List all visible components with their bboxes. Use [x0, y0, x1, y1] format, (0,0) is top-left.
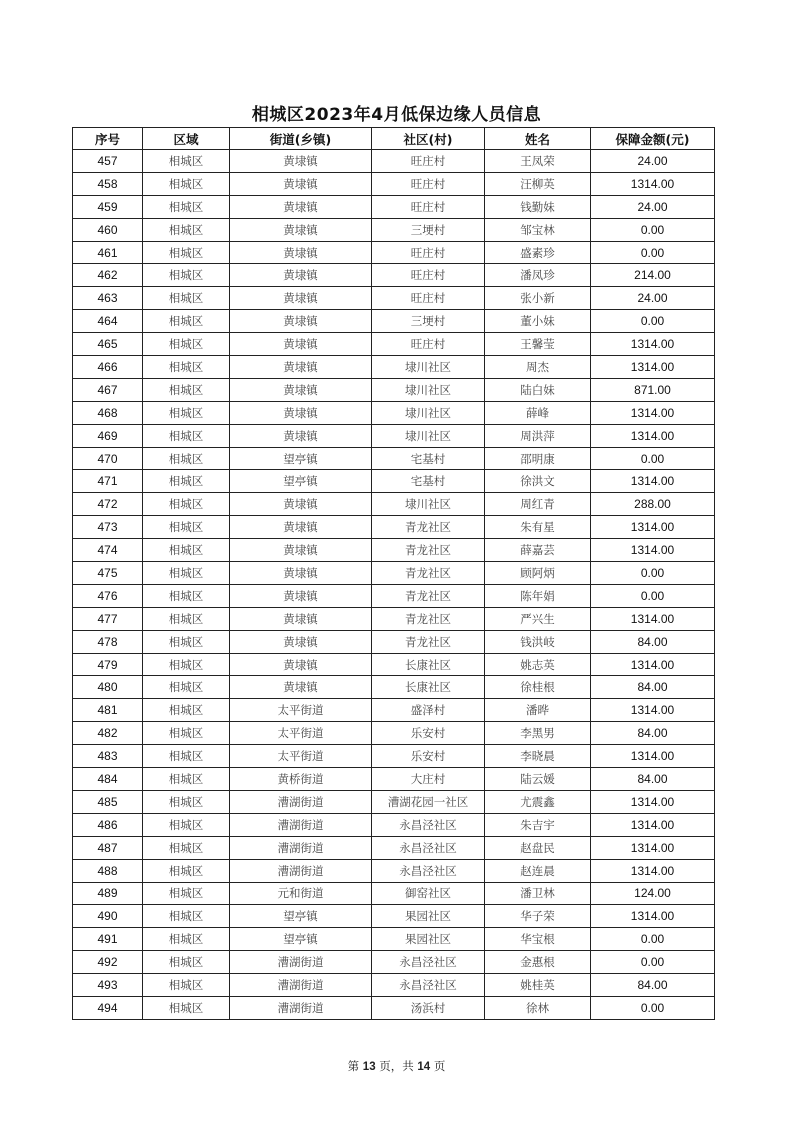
cell-community-village: 青龙社区 — [372, 539, 485, 562]
cell-amount: 24.00 — [591, 287, 715, 310]
footer-suffix: 页 — [433, 1059, 446, 1073]
cell-street-town: 黄埭镇 — [230, 424, 372, 447]
cell-community-village: 青龙社区 — [372, 584, 485, 607]
cell-street-town: 太平街道 — [230, 722, 372, 745]
cell-name: 李晓晨 — [485, 745, 591, 768]
cell-index: 464 — [73, 310, 143, 333]
cell-name: 潘卫林 — [485, 882, 591, 905]
cell-district: 相城区 — [143, 768, 230, 791]
cell-community-village: 旺庄村 — [372, 287, 485, 310]
cell-index: 461 — [73, 241, 143, 264]
column-header-district: 区域 — [143, 128, 230, 150]
cell-street-town: 望亭镇 — [230, 905, 372, 928]
cell-amount: 1314.00 — [591, 516, 715, 539]
cell-index: 474 — [73, 539, 143, 562]
cell-name: 华宝根 — [485, 928, 591, 951]
cell-name: 潘凤珍 — [485, 264, 591, 287]
column-header-name: 姓名 — [485, 128, 591, 150]
cell-index: 458 — [73, 172, 143, 195]
cell-community-village: 青龙社区 — [372, 516, 485, 539]
cell-community-village: 旺庄村 — [372, 150, 485, 173]
cell-name: 周杰 — [485, 356, 591, 379]
cell-street-town: 望亭镇 — [230, 470, 372, 493]
cell-street-town: 望亭镇 — [230, 928, 372, 951]
cell-street-town: 黄埭镇 — [230, 218, 372, 241]
cell-amount: 1314.00 — [591, 745, 715, 768]
cell-street-town: 望亭镇 — [230, 447, 372, 470]
cell-district: 相城区 — [143, 401, 230, 424]
table-row — [73, 241, 715, 264]
cell-name: 王凤荣 — [485, 150, 591, 173]
cell-amount: 0.00 — [591, 928, 715, 951]
cell-index: 484 — [73, 768, 143, 791]
cell-index: 473 — [73, 516, 143, 539]
cell-name: 王馨莹 — [485, 333, 591, 356]
footer-prefix: 第 — [347, 1059, 360, 1073]
cell-street-town: 黄埭镇 — [230, 493, 372, 516]
cell-street-town: 黄埭镇 — [230, 401, 372, 424]
cell-street-town: 黄埭镇 — [230, 607, 372, 630]
cell-amount: 1314.00 — [591, 859, 715, 882]
cell-index: 466 — [73, 356, 143, 379]
cell-district: 相城区 — [143, 150, 230, 173]
cell-community-village: 旺庄村 — [372, 241, 485, 264]
table-row — [73, 836, 715, 859]
cell-district: 相城区 — [143, 241, 230, 264]
table-row — [73, 722, 715, 745]
cell-name: 赵连晨 — [485, 859, 591, 882]
cell-amount: 0.00 — [591, 447, 715, 470]
table-row — [73, 768, 715, 791]
cell-index: 460 — [73, 218, 143, 241]
cell-street-town: 漕湖街道 — [230, 951, 372, 974]
cell-district: 相城区 — [143, 539, 230, 562]
current-page-number: 13 — [362, 1061, 376, 1073]
cell-community-village: 御窑社区 — [372, 882, 485, 905]
cell-district: 相城区 — [143, 424, 230, 447]
cell-name: 徐洪文 — [485, 470, 591, 493]
cell-index: 477 — [73, 607, 143, 630]
cell-district: 相城区 — [143, 356, 230, 379]
cell-district: 相城区 — [143, 562, 230, 585]
cell-street-town: 黄埭镇 — [230, 630, 372, 653]
cell-street-town: 黄埭镇 — [230, 653, 372, 676]
cell-amount: 1314.00 — [591, 470, 715, 493]
cell-name: 尤震鑫 — [485, 790, 591, 813]
page-footer — [0, 1058, 793, 1074]
cell-street-town: 黄埭镇 — [230, 150, 372, 173]
cell-amount: 1314.00 — [591, 401, 715, 424]
cell-street-town: 黄埭镇 — [230, 584, 372, 607]
cell-district: 相城区 — [143, 516, 230, 539]
cell-community-village: 三埂村 — [372, 310, 485, 333]
cell-district: 相城区 — [143, 333, 230, 356]
cell-amount: 24.00 — [591, 195, 715, 218]
cell-community-village: 大庄村 — [372, 768, 485, 791]
cell-name: 赵盘民 — [485, 836, 591, 859]
cell-street-town: 黄埭镇 — [230, 172, 372, 195]
cell-district: 相城区 — [143, 287, 230, 310]
cell-street-town: 漕湖街道 — [230, 974, 372, 997]
cell-district: 相城区 — [143, 310, 230, 333]
cell-name: 盛素珍 — [485, 241, 591, 264]
cell-index: 481 — [73, 699, 143, 722]
cell-name: 周洪萍 — [485, 424, 591, 447]
table-row — [73, 356, 715, 379]
table-row — [73, 974, 715, 997]
cell-name: 陈年娟 — [485, 584, 591, 607]
cell-amount: 0.00 — [591, 996, 715, 1019]
cell-community-village: 宅基村 — [372, 447, 485, 470]
cell-name: 华子荣 — [485, 905, 591, 928]
cell-index: 459 — [73, 195, 143, 218]
table-row — [73, 790, 715, 813]
cell-community-village: 果园社区 — [372, 905, 485, 928]
cell-district: 相城区 — [143, 745, 230, 768]
cell-community-village: 永昌泾社区 — [372, 836, 485, 859]
cell-district: 相城区 — [143, 699, 230, 722]
cell-name: 张小新 — [485, 287, 591, 310]
cell-index: 472 — [73, 493, 143, 516]
cell-name: 邵明康 — [485, 447, 591, 470]
cell-name: 金惠根 — [485, 951, 591, 974]
table-row — [73, 172, 715, 195]
cell-street-town: 漕湖街道 — [230, 859, 372, 882]
cell-street-town: 黄埭镇 — [230, 310, 372, 333]
cell-index: 462 — [73, 264, 143, 287]
cell-name: 董小妹 — [485, 310, 591, 333]
cell-index: 475 — [73, 562, 143, 585]
cell-name: 钱勤妹 — [485, 195, 591, 218]
table-header-row — [73, 128, 715, 150]
table-row — [73, 195, 715, 218]
cell-district: 相城区 — [143, 584, 230, 607]
cell-name: 姚志英 — [485, 653, 591, 676]
cell-amount: 84.00 — [591, 630, 715, 653]
cell-amount: 1314.00 — [591, 539, 715, 562]
cell-name: 顾阿炳 — [485, 562, 591, 585]
table-row — [73, 264, 715, 287]
cell-index: 479 — [73, 653, 143, 676]
column-header-index: 序号 — [73, 128, 143, 150]
table-row — [73, 607, 715, 630]
table-row — [73, 424, 715, 447]
column-header-community-village: 社区(村) — [372, 128, 485, 150]
cell-community-village: 漕湖花园一社区 — [372, 790, 485, 813]
cell-index: 457 — [73, 150, 143, 173]
cell-amount: 1314.00 — [591, 607, 715, 630]
cell-amount: 84.00 — [591, 722, 715, 745]
cell-index: 471 — [73, 470, 143, 493]
cell-community-village: 永昌泾社区 — [372, 859, 485, 882]
table-row — [73, 218, 715, 241]
cell-index: 483 — [73, 745, 143, 768]
cell-name: 朱吉宇 — [485, 813, 591, 836]
cell-name: 薛嘉芸 — [485, 539, 591, 562]
cell-name: 周红青 — [485, 493, 591, 516]
cell-district: 相城区 — [143, 905, 230, 928]
table-row — [73, 287, 715, 310]
table-row — [73, 653, 715, 676]
cell-community-village: 乐安村 — [372, 745, 485, 768]
cell-name: 邹宝林 — [485, 218, 591, 241]
column-header-street-town: 街道(乡镇) — [230, 128, 372, 150]
cell-amount: 84.00 — [591, 676, 715, 699]
cell-street-town: 太平街道 — [230, 699, 372, 722]
cell-amount: 84.00 — [591, 974, 715, 997]
footer-middle: 页，共 — [379, 1059, 414, 1073]
cell-district: 相城区 — [143, 470, 230, 493]
cell-index: 482 — [73, 722, 143, 745]
cell-index: 465 — [73, 333, 143, 356]
cell-amount: 214.00 — [591, 264, 715, 287]
table-row — [73, 996, 715, 1019]
cell-district: 相城区 — [143, 951, 230, 974]
cell-amount: 288.00 — [591, 493, 715, 516]
cell-index: 493 — [73, 974, 143, 997]
cell-district: 相城区 — [143, 264, 230, 287]
cell-index: 494 — [73, 996, 143, 1019]
table-row — [73, 584, 715, 607]
table-row — [73, 676, 715, 699]
cell-community-village: 长康社区 — [372, 653, 485, 676]
cell-index: 485 — [73, 790, 143, 813]
cell-district: 相城区 — [143, 859, 230, 882]
cell-amount: 24.00 — [591, 150, 715, 173]
cell-street-town: 漕湖街道 — [230, 996, 372, 1019]
cell-community-village: 汤浜村 — [372, 996, 485, 1019]
table-row — [73, 333, 715, 356]
cell-amount: 1314.00 — [591, 813, 715, 836]
cell-index: 487 — [73, 836, 143, 859]
table-row — [73, 470, 715, 493]
cell-district: 相城区 — [143, 378, 230, 401]
cell-community-village: 埭川社区 — [372, 356, 485, 379]
cell-name: 徐桂根 — [485, 676, 591, 699]
cell-name: 徐林 — [485, 996, 591, 1019]
cell-community-village: 乐安村 — [372, 722, 485, 745]
cell-amount: 1314.00 — [591, 424, 715, 447]
cell-name: 李黑男 — [485, 722, 591, 745]
cell-index: 476 — [73, 584, 143, 607]
cell-street-town: 元和街道 — [230, 882, 372, 905]
cell-district: 相城区 — [143, 882, 230, 905]
cell-community-village: 青龙社区 — [372, 562, 485, 585]
cell-community-village: 宅基村 — [372, 470, 485, 493]
cell-name: 陆白妹 — [485, 378, 591, 401]
cell-district: 相城区 — [143, 676, 230, 699]
table-row — [73, 859, 715, 882]
table-row — [73, 516, 715, 539]
cell-amount: 1314.00 — [591, 905, 715, 928]
cell-street-town: 黄埭镇 — [230, 356, 372, 379]
cell-amount: 1314.00 — [591, 653, 715, 676]
cell-index: 468 — [73, 401, 143, 424]
table-row — [73, 447, 715, 470]
cell-community-village: 三埂村 — [372, 218, 485, 241]
cell-district: 相城区 — [143, 928, 230, 951]
cell-index: 467 — [73, 378, 143, 401]
cell-community-village: 旺庄村 — [372, 333, 485, 356]
cell-street-town: 黄桥街道 — [230, 768, 372, 791]
cell-amount: 0.00 — [591, 310, 715, 333]
cell-name: 汪柳英 — [485, 172, 591, 195]
cell-index: 490 — [73, 905, 143, 928]
table-row — [73, 745, 715, 768]
cell-district: 相城区 — [143, 195, 230, 218]
cell-district: 相城区 — [143, 813, 230, 836]
document-title: 相城区2023年4月低保边缘人员信息 — [251, 105, 542, 125]
cell-index: 478 — [73, 630, 143, 653]
table-row — [73, 310, 715, 333]
cell-community-village: 永昌泾社区 — [372, 974, 485, 997]
table-body — [73, 150, 715, 1020]
table-row — [73, 562, 715, 585]
cell-index: 491 — [73, 928, 143, 951]
cell-name: 陆云媛 — [485, 768, 591, 791]
cell-community-village: 旺庄村 — [372, 172, 485, 195]
cell-index: 492 — [73, 951, 143, 974]
table-row — [73, 882, 715, 905]
table-row — [73, 813, 715, 836]
cell-district: 相城区 — [143, 447, 230, 470]
cell-community-village: 青龙社区 — [372, 630, 485, 653]
cell-street-town: 黄埭镇 — [230, 539, 372, 562]
cell-street-town: 漕湖街道 — [230, 790, 372, 813]
cell-street-town: 黄埭镇 — [230, 241, 372, 264]
table-row — [73, 699, 715, 722]
cell-amount: 1314.00 — [591, 333, 715, 356]
cell-community-village: 盛泽村 — [372, 699, 485, 722]
cell-name: 朱有星 — [485, 516, 591, 539]
total-pages-number: 14 — [417, 1061, 431, 1073]
cell-index: 486 — [73, 813, 143, 836]
cell-community-village: 长康社区 — [372, 676, 485, 699]
cell-index: 488 — [73, 859, 143, 882]
cell-community-village: 果园社区 — [372, 928, 485, 951]
cell-street-town: 黄埭镇 — [230, 676, 372, 699]
cell-community-village: 永昌泾社区 — [372, 813, 485, 836]
column-header-amount: 保障金额(元) — [591, 128, 715, 150]
cell-community-village: 埭川社区 — [372, 424, 485, 447]
table-row — [73, 378, 715, 401]
cell-amount: 84.00 — [591, 768, 715, 791]
cell-index: 469 — [73, 424, 143, 447]
cell-name: 薛峰 — [485, 401, 591, 424]
cell-amount: 1314.00 — [591, 356, 715, 379]
cell-community-village: 永昌泾社区 — [372, 951, 485, 974]
cell-street-town: 黄埭镇 — [230, 333, 372, 356]
data-table — [72, 127, 715, 1020]
cell-community-village: 埭川社区 — [372, 378, 485, 401]
cell-district: 相城区 — [143, 172, 230, 195]
cell-amount: 1314.00 — [591, 836, 715, 859]
table-row — [73, 401, 715, 424]
cell-street-town: 黄埭镇 — [230, 195, 372, 218]
cell-street-town: 黄埭镇 — [230, 378, 372, 401]
cell-name: 潘晔 — [485, 699, 591, 722]
cell-district: 相城区 — [143, 836, 230, 859]
table-row — [73, 150, 715, 173]
cell-district: 相城区 — [143, 493, 230, 516]
table-row — [73, 539, 715, 562]
cell-name: 严兴生 — [485, 607, 591, 630]
table-row — [73, 951, 715, 974]
table-row — [73, 630, 715, 653]
cell-street-town: 漕湖街道 — [230, 813, 372, 836]
cell-street-town: 黄埭镇 — [230, 516, 372, 539]
cell-district: 相城区 — [143, 996, 230, 1019]
cell-street-town: 漕湖街道 — [230, 836, 372, 859]
cell-district: 相城区 — [143, 722, 230, 745]
cell-community-village: 旺庄村 — [372, 195, 485, 218]
cell-community-village: 埭川社区 — [372, 401, 485, 424]
table-row — [73, 928, 715, 951]
cell-amount: 124.00 — [591, 882, 715, 905]
table-row — [73, 493, 715, 516]
cell-amount: 0.00 — [591, 562, 715, 585]
cell-street-town: 黄埭镇 — [230, 287, 372, 310]
cell-name: 钱洪岐 — [485, 630, 591, 653]
cell-index: 463 — [73, 287, 143, 310]
cell-name: 姚桂英 — [485, 974, 591, 997]
cell-community-village: 埭川社区 — [372, 493, 485, 516]
cell-district: 相城区 — [143, 630, 230, 653]
cell-index: 489 — [73, 882, 143, 905]
cell-amount: 0.00 — [591, 218, 715, 241]
cell-amount: 0.00 — [591, 241, 715, 264]
cell-amount: 0.00 — [591, 951, 715, 974]
cell-amount: 1314.00 — [591, 790, 715, 813]
cell-district: 相城区 — [143, 974, 230, 997]
cell-district: 相城区 — [143, 653, 230, 676]
cell-district: 相城区 — [143, 218, 230, 241]
cell-street-town: 太平街道 — [230, 745, 372, 768]
cell-amount: 871.00 — [591, 378, 715, 401]
cell-community-village: 青龙社区 — [372, 607, 485, 630]
cell-district: 相城区 — [143, 790, 230, 813]
cell-index: 480 — [73, 676, 143, 699]
cell-amount: 0.00 — [591, 584, 715, 607]
cell-street-town: 黄埭镇 — [230, 264, 372, 287]
cell-district: 相城区 — [143, 607, 230, 630]
table-row — [73, 905, 715, 928]
cell-amount: 1314.00 — [591, 172, 715, 195]
cell-index: 470 — [73, 447, 143, 470]
cell-community-village: 旺庄村 — [372, 264, 485, 287]
cell-amount: 1314.00 — [591, 699, 715, 722]
cell-street-town: 黄埭镇 — [230, 562, 372, 585]
